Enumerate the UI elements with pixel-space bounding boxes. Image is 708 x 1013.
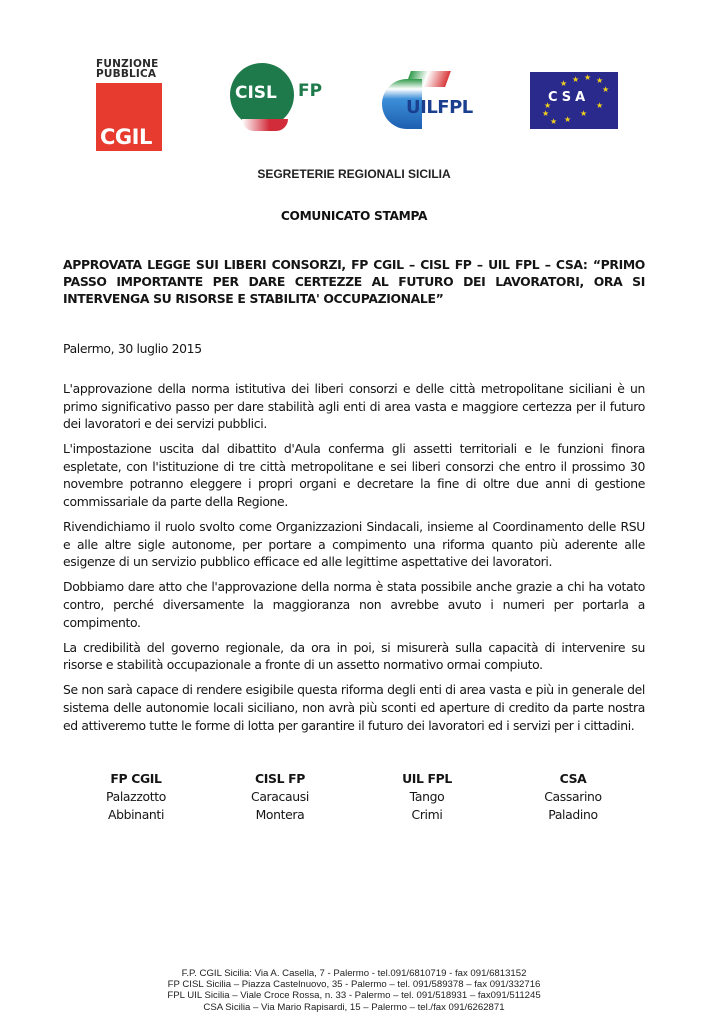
signature-org: FP CGIL: [110, 771, 162, 786]
body-paragraph: L'impostazione uscita dal dibattito d'Aula conferma gli assetti territoriali e le funzioni finora espletate, con l'istituzione di tre città metropolitane e sei liberi consorzi che entro il prossimo 30 novembre potranno eleggere i propri organi e decretare la fine di oltre due anni di gestione commissariale da parte della Regione.: [63, 441, 645, 510]
press-release-body: [63, 380, 645, 742]
body-paragraph: La credibilità del governo regionale, da ora in poi, si misurerà sulla capacità di intervenire su risorse e stabilità occupazionale a fronte di un assetto normativo ormai compiuto.: [63, 639, 645, 673]
star-icon: ★: [596, 76, 604, 85]
cisl-logo-text: CISL: [235, 83, 277, 103]
signature-name: Caracausi: [251, 789, 309, 804]
star-icon: ★: [564, 115, 572, 124]
cisl-logo-suffix: FP: [298, 81, 323, 101]
signature-org: UIL FPL: [402, 771, 452, 786]
csa-logo: [530, 72, 618, 129]
footer-contacts: [0, 968, 708, 1013]
signature-name: Montera: [255, 807, 305, 822]
body-paragraph: Rivendichiamo il ruolo svolto come Organizzazioni Sindacali, insieme al Coordinamento delle RSU e alle altre sigle autonome, per portare a compimento una riforma quanto più aderente alle esigenze di un servizio pubblico efficace ed alle legittime aspettative dei lavoratori.: [63, 519, 645, 570]
signature-org: CSA: [559, 771, 587, 786]
signature-uil-fpl: [357, 770, 497, 824]
cgil-logo-text-1: FUNZIONE: [96, 58, 159, 70]
fp-cgil-logo: [96, 59, 164, 153]
signature-name: Crimi: [411, 807, 443, 822]
uil-logo-text: UILFPL: [406, 97, 473, 118]
star-icon: ★: [602, 85, 610, 94]
body-paragraph: L'approvazione della norma istitutiva dei liberi consorzi e delle città metropolitane siciliani è un primo significativo passo per dare stabilità agli enti di area vasta e maggiore certezza per il futuro dei lavoratori e dei servizi pubblici.: [63, 381, 645, 432]
signature-org: CISL FP: [255, 771, 305, 786]
body-paragraph: Se non sarà capace di rendere esigibile questa riforma degli enti di area vasta e più in generale del sistema delle autonomie locali siciliano, non avrà più sconti ed aperture di credito da parte nostra ed attiveremo tutte le forme di lotta per garantire il futuro dei lavoratori ed i servizi per i cittadini.: [63, 682, 645, 733]
star-icon: ★: [544, 101, 552, 110]
signature-csa: [503, 770, 643, 824]
press-release-headline: APPROVATA LEGGE SUI LIBERI CONSORZI, FP CGIL – CISL FP – UIL FPL – CSA: “PRIMO PASSO IMPORTANTE PER DARE CERTEZZE AL FUTURO DEI LAVORATORI, ORA SI INTERVENGA SU RISORSE E STABILITA' OCCUPAZIONALE”: [63, 257, 645, 306]
star-icon: ★: [560, 79, 568, 88]
segreterie-heading: SEGRETERIE REGIONALI SICILIA: [257, 167, 451, 181]
cisl-green-circle: [230, 63, 294, 127]
cgil-red-box: [96, 83, 162, 151]
footer-line-csa: CSA Sicilia – Via Mario Rapisardi, 15 – Palermo – tel./fax 091/6262871: [203, 1001, 505, 1013]
cgil-logo-text-2: PUBBLICA: [96, 68, 157, 80]
footer-line-cisl: FP CISL Sicilia – Piazza Castelnuovo, 35 - Palermo – tel. 091/589378 – fax 091/332716: [167, 979, 541, 991]
signature-cisl-fp: [210, 770, 350, 824]
comunicato-stampa-heading: COMUNICATO STAMPA: [280, 209, 428, 223]
footer-line-uil: FPL UIL Sicilia – Viale Croce Rossa, n. 33 - Palermo – tel. 091/518931 – fax091/511245: [167, 990, 541, 1002]
star-icon: ★: [580, 109, 588, 118]
cisl-fp-logo: [230, 63, 330, 143]
signature-name: Abbinanti: [107, 807, 165, 822]
csa-logo-text: CSA: [548, 90, 590, 105]
star-icon: ★: [584, 73, 592, 82]
date-line: Palermo, 30 luglio 2015: [63, 341, 202, 356]
logo-bar: [0, 55, 708, 155]
signature-name: Cassarino: [544, 789, 602, 804]
signature-name: Palazzotto: [106, 789, 166, 804]
signature-name: Tango: [409, 789, 445, 804]
cgil-logo-box-text: CGIL: [100, 125, 152, 149]
signature-name: Paladino: [548, 807, 598, 822]
star-icon: ★: [542, 109, 550, 118]
cisl-red-swoosh: [242, 119, 288, 131]
footer-line-cgil: F.P. CGIL Sicilia: Via A. Casella, 7 - Palermo - tel.091/6810719 - fax 091/6813152: [181, 968, 527, 979]
star-icon: ★: [596, 101, 604, 110]
body-paragraph: Dobbiamo dare atto che l'approvazione della norma è stata possibile anche grazie a chi ha votato contro, perché diversamente la maggioranza non avrebbe avuto i numeri per portarla a compimento.: [63, 579, 645, 630]
star-icon: ★: [572, 75, 580, 84]
star-icon: ★: [550, 117, 558, 126]
signature-fp-cgil: [66, 770, 206, 824]
uil-fpl-logo: [380, 69, 485, 139]
